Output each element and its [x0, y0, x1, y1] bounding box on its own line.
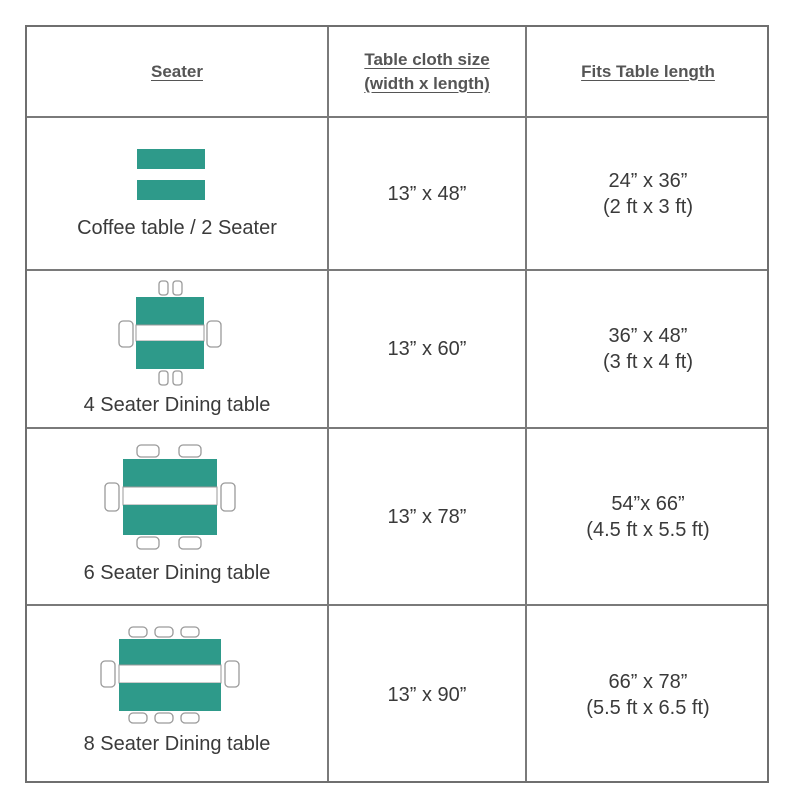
header-seater-cell [27, 27, 327, 116]
cloth-size: 13” x 90” [387, 683, 467, 706]
fits-cell [527, 118, 769, 269]
cloth-size-cell [329, 118, 525, 269]
seater-label: 4 Seater Dining table [83, 394, 271, 416]
fits-cell [527, 606, 769, 783]
fits-inches: 24” x 36” [608, 169, 688, 192]
fits-feet: (4.5 ft x 5.5 ft) [586, 518, 710, 541]
fits-cell [527, 429, 769, 604]
header-size-line2: (width x length) [364, 73, 490, 93]
four-seater-table-icon [115, 279, 225, 387]
cloth-size-cell [329, 271, 525, 427]
seater-label: 8 Seater Dining table [83, 733, 271, 755]
fits-feet: (5.5 ft x 6.5 ft) [586, 696, 710, 719]
header-size-cell [329, 27, 525, 116]
coffee-table-icon [135, 145, 207, 203]
header-seater: Seater [151, 61, 203, 81]
fits-inches: 66” x 78” [608, 670, 688, 693]
header-size-line1: Table cloth size [364, 49, 490, 69]
cloth-size-cell [329, 606, 525, 783]
cloth-size-cell [329, 429, 525, 604]
fits-feet: (2 ft x 3 ft) [602, 195, 694, 218]
seater-label: Coffee table / 2 Seater [77, 217, 277, 239]
header-fits-cell [527, 27, 769, 116]
size-chart-table [25, 25, 769, 783]
fits-feet: (3 ft x 4 ft) [602, 351, 694, 373]
cloth-size: 13” x 48” [387, 182, 467, 205]
cloth-size: 13” x 78” [387, 505, 467, 528]
fits-inches: 54”x 66” [611, 492, 685, 515]
header-fits: Fits Table length [581, 61, 715, 81]
eight-seater-table-icon [99, 625, 241, 725]
seater-label: 6 Seater Dining table [83, 562, 271, 584]
fits-cell [527, 271, 769, 427]
six-seater-table-icon [103, 443, 237, 551]
fits-inches: 36” x 48” [608, 325, 688, 347]
cloth-size: 13” x 60” [387, 338, 467, 360]
